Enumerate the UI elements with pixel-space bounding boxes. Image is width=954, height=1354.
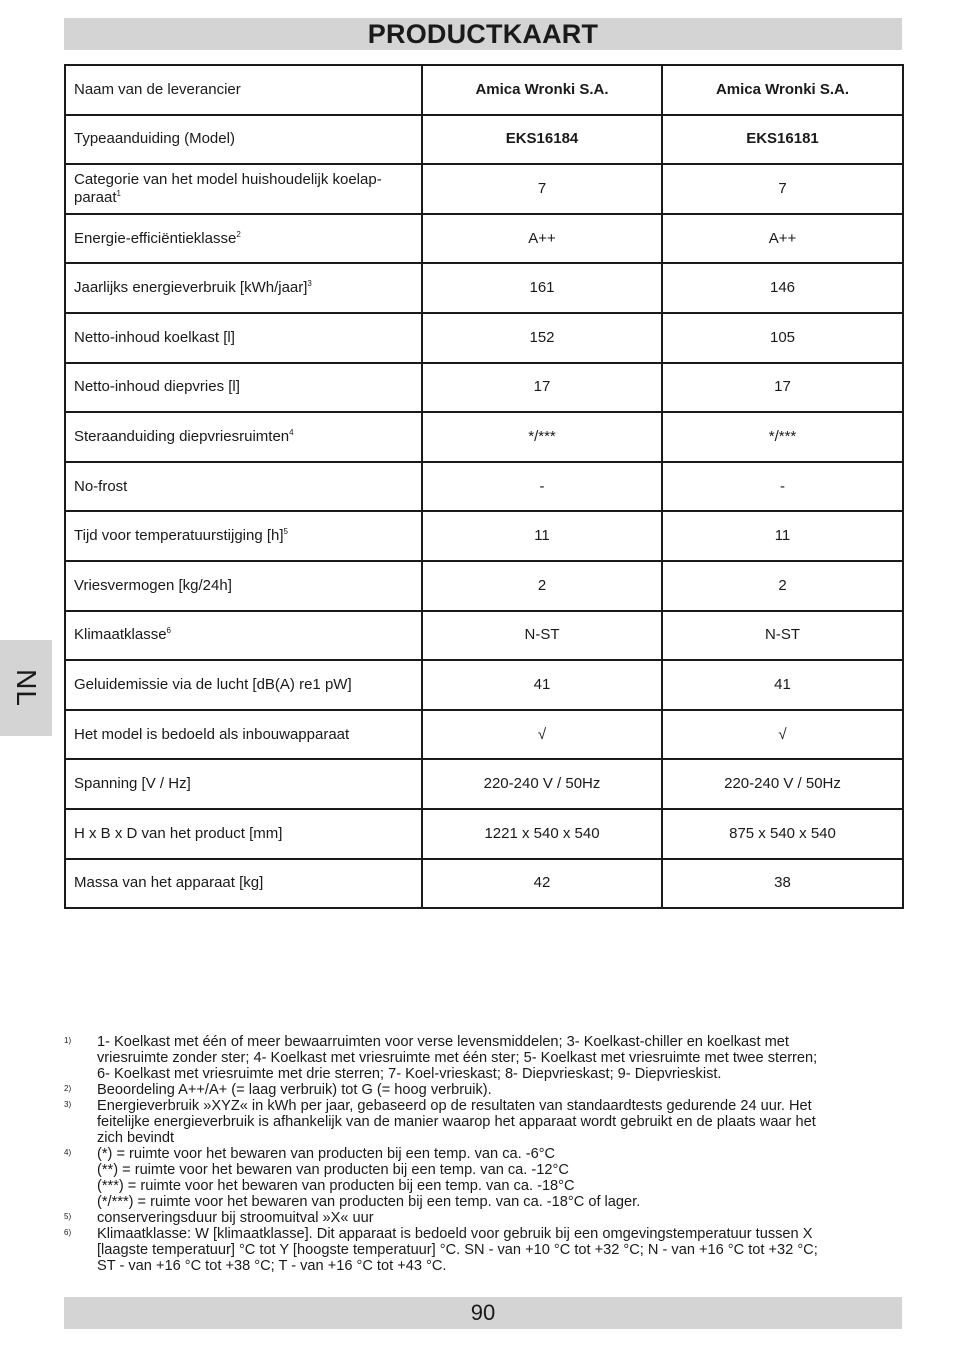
table-row xyxy=(65,759,903,809)
footnote xyxy=(64,1226,894,1274)
row-label-text: Typeaanduiding (Model) xyxy=(74,130,235,148)
row-label xyxy=(65,263,422,313)
row-label xyxy=(65,214,422,264)
footnote-mark: 4) xyxy=(64,1148,72,1157)
row-label-text: Jaarlijks energieverbruik [kWh/jaar] xyxy=(74,279,308,297)
value-model-2: A++ xyxy=(662,214,903,264)
footnote-text xyxy=(97,1098,894,1146)
row-label-text: Spanning [V / Hz] xyxy=(74,775,191,793)
table-row xyxy=(65,412,903,462)
table-row xyxy=(65,561,903,611)
table-row xyxy=(65,115,903,165)
footnote-ref: 5 xyxy=(283,527,288,537)
value-model-1: Amica Wronki S.A. xyxy=(422,65,662,115)
table-row xyxy=(65,214,903,264)
footnote-line: zich bevindt xyxy=(97,1130,175,1146)
value-model-1: 7 xyxy=(422,164,662,214)
row-label xyxy=(65,115,422,165)
footnote-line: (***) = ruimte voor het bewaren van producten bij een temp. van ca. -18°C xyxy=(97,1178,575,1194)
page-title: PRODUCTKAART xyxy=(367,18,599,49)
page-number: 90 xyxy=(470,1300,496,1325)
footnote-ref: 6 xyxy=(166,626,171,636)
row-label xyxy=(65,809,422,859)
value-model-1: - xyxy=(422,462,662,512)
footnote-mark: 1) xyxy=(64,1036,72,1045)
value-model-2: 875 x 540 x 540 xyxy=(662,809,903,859)
value-model-1: 220-240 V / 50Hz xyxy=(422,759,662,809)
footnote-ref: 2 xyxy=(236,229,241,239)
footnote xyxy=(64,1146,894,1210)
value-model-2: 7 xyxy=(662,164,903,214)
footnote-line: feitelijke energieverbruik is afhankelijk van de manier waarop het apparaat wordt gebruikt en de plaats waar het xyxy=(97,1114,816,1130)
value-model-2: - xyxy=(662,462,903,512)
page-footer xyxy=(64,1297,902,1329)
row-label xyxy=(65,511,422,561)
value-model-2: 41 xyxy=(662,660,903,710)
footnote-line: ST - van +16 °C tot +38 °C; T - van +16 °C tot +43 °C. xyxy=(97,1258,447,1274)
value-model-1: 41 xyxy=(422,660,662,710)
row-label-text: Categorie van het model huishoudelijk koelap-paraat xyxy=(74,170,382,206)
table-row xyxy=(65,462,903,512)
value-model-2: N-ST xyxy=(662,611,903,661)
value-model-1: 1221 x 540 x 540 xyxy=(422,809,662,859)
value-model-2: 17 xyxy=(662,363,903,413)
footnote-line: conserveringsduur bij stroomuitval »X« uur xyxy=(97,1210,374,1226)
table-row xyxy=(65,611,903,661)
row-label-text: Vriesvermogen [kg/24h] xyxy=(74,576,232,594)
row-label xyxy=(65,611,422,661)
row-label-text: No-frost xyxy=(74,477,128,495)
value-model-2: 105 xyxy=(662,313,903,363)
footnote-ref: 1 xyxy=(116,188,121,198)
row-label xyxy=(65,759,422,809)
value-model-2: */*** xyxy=(662,412,903,462)
footnote-line: 1- Koelkast met één of meer bewaarruimten voor verse levensmiddelen; 3- Koelkast-chiller en koelkast met xyxy=(97,1034,789,1050)
table-row xyxy=(65,164,903,214)
value-model-1: 152 xyxy=(422,313,662,363)
value-model-1: √ xyxy=(422,710,662,760)
footnote-ref: 4 xyxy=(289,427,294,437)
row-label-text: Geluidemissie via de lucht [dB(A) re1 pW] xyxy=(74,675,352,693)
footnote-line: vriesruimte zonder ster; 4- Koelkast met vriesruimte met één ster; 5- Koelkast met vriesruimte met twee sterren; xyxy=(97,1050,818,1066)
language-tab xyxy=(0,640,52,736)
row-label-text: Energie-efficiëntieklasse xyxy=(74,229,237,247)
table-row xyxy=(65,363,903,413)
footnote-line: Energieverbruik »XYZ« in kWh per jaar, gebaseerd op de resultaten van standaardtests gedurende 24 uur. Het xyxy=(97,1098,812,1114)
footnote-text xyxy=(97,1226,894,1274)
value-model-2: 146 xyxy=(662,263,903,313)
footnote-text xyxy=(97,1082,894,1098)
footnote-text xyxy=(97,1034,894,1082)
row-label-text: Netto-inhoud koelkast [l] xyxy=(74,328,235,346)
table-row xyxy=(65,660,903,710)
value-model-1: 161 xyxy=(422,263,662,313)
value-model-1: */*** xyxy=(422,412,662,462)
footnote-mark: 2) xyxy=(64,1084,72,1093)
footnote-line: [laagste temperatuur] °C tot Y [hoogste temperatuur] °C. SN - van +10 °C tot +32 °C; N - van +16 °C tot +32 °C; xyxy=(97,1242,818,1258)
footnote-line: (*) = ruimte voor het bewaren van producten bij een temp. van ca. -6°C xyxy=(97,1146,556,1162)
table-row xyxy=(65,511,903,561)
row-label xyxy=(65,363,422,413)
title-bar xyxy=(64,18,902,50)
row-label-text: Tijd voor temperatuurstijging [h] xyxy=(74,527,284,545)
footnote-line: Beoordeling A++/A+ (= laag verbruik) tot G (= hoog verbruik). xyxy=(97,1082,492,1098)
table-row xyxy=(65,710,903,760)
footnote-line: Klimaatklasse: W [klimaatklasse]. Dit apparaat is bedoeld voor gebruik bij een omgevingstemperatuur tussen X xyxy=(97,1226,813,1242)
value-model-1: 2 xyxy=(422,561,662,611)
row-label-text: Steraanduiding diepvriesruimten xyxy=(74,427,290,445)
product-spec-table xyxy=(64,64,904,909)
footnote xyxy=(64,1098,894,1146)
value-model-2: 2 xyxy=(662,561,903,611)
footnote-line: (**) = ruimte voor het bewaren van producten bij een temp. van ca. -12°C xyxy=(97,1162,569,1178)
footnote xyxy=(64,1082,894,1098)
footnote-text xyxy=(97,1210,894,1226)
row-label xyxy=(65,660,422,710)
value-model-1: 42 xyxy=(422,859,662,909)
footnote-line: 6- Koelkast met vriesruimte met drie sterren; 7- Koel-vrieskast; 8- Diepvrieskast; 9- Diepvrieskist. xyxy=(97,1066,722,1082)
row-label xyxy=(65,164,422,214)
row-label-text: Massa van het apparaat [kg] xyxy=(74,874,264,892)
footnote xyxy=(64,1210,894,1226)
table-row xyxy=(65,313,903,363)
value-model-2: Amica Wronki S.A. xyxy=(662,65,903,115)
row-label-text: Netto-inhoud diepvries [l] xyxy=(74,378,240,396)
row-label-text: Het model is bedoeld als inbouwapparaat xyxy=(74,725,350,743)
table-row xyxy=(65,263,903,313)
language-tab-label: NL xyxy=(10,669,42,707)
footnote-line: (*/***) = ruimte voor het bewaren van producten bij een temp. van ca. -18°C of lager. xyxy=(97,1194,641,1210)
row-label-text: H x B x D van het product [mm] xyxy=(74,824,283,842)
row-label-text: Naam van de leverancier xyxy=(74,80,241,98)
value-model-1: A++ xyxy=(422,214,662,264)
value-model-1: 11 xyxy=(422,511,662,561)
row-label xyxy=(65,412,422,462)
footnote-mark: 5) xyxy=(64,1212,72,1221)
footnote-mark: 6) xyxy=(64,1228,72,1237)
footnotes xyxy=(64,1034,894,1274)
row-label xyxy=(65,561,422,611)
table-row xyxy=(65,809,903,859)
footnote-mark: 3) xyxy=(64,1100,72,1109)
spec-table-body xyxy=(65,65,903,908)
row-label xyxy=(65,313,422,363)
value-model-1: EKS16184 xyxy=(422,115,662,165)
row-label xyxy=(65,859,422,909)
table-row xyxy=(65,859,903,909)
footnote-text xyxy=(97,1146,894,1210)
value-model-2: 38 xyxy=(662,859,903,909)
footnote xyxy=(64,1034,894,1082)
value-model-2: √ xyxy=(662,710,903,760)
row-label-text: Klimaatklasse xyxy=(74,626,167,644)
value-model-2: 11 xyxy=(662,511,903,561)
row-label xyxy=(65,462,422,512)
value-model-1: N-ST xyxy=(422,611,662,661)
row-label xyxy=(65,65,422,115)
row-label xyxy=(65,710,422,760)
value-model-1: 17 xyxy=(422,363,662,413)
value-model-2: 220-240 V / 50Hz xyxy=(662,759,903,809)
value-model-2: EKS16181 xyxy=(662,115,903,165)
table-row xyxy=(65,65,903,115)
footnote-ref: 3 xyxy=(307,279,312,289)
